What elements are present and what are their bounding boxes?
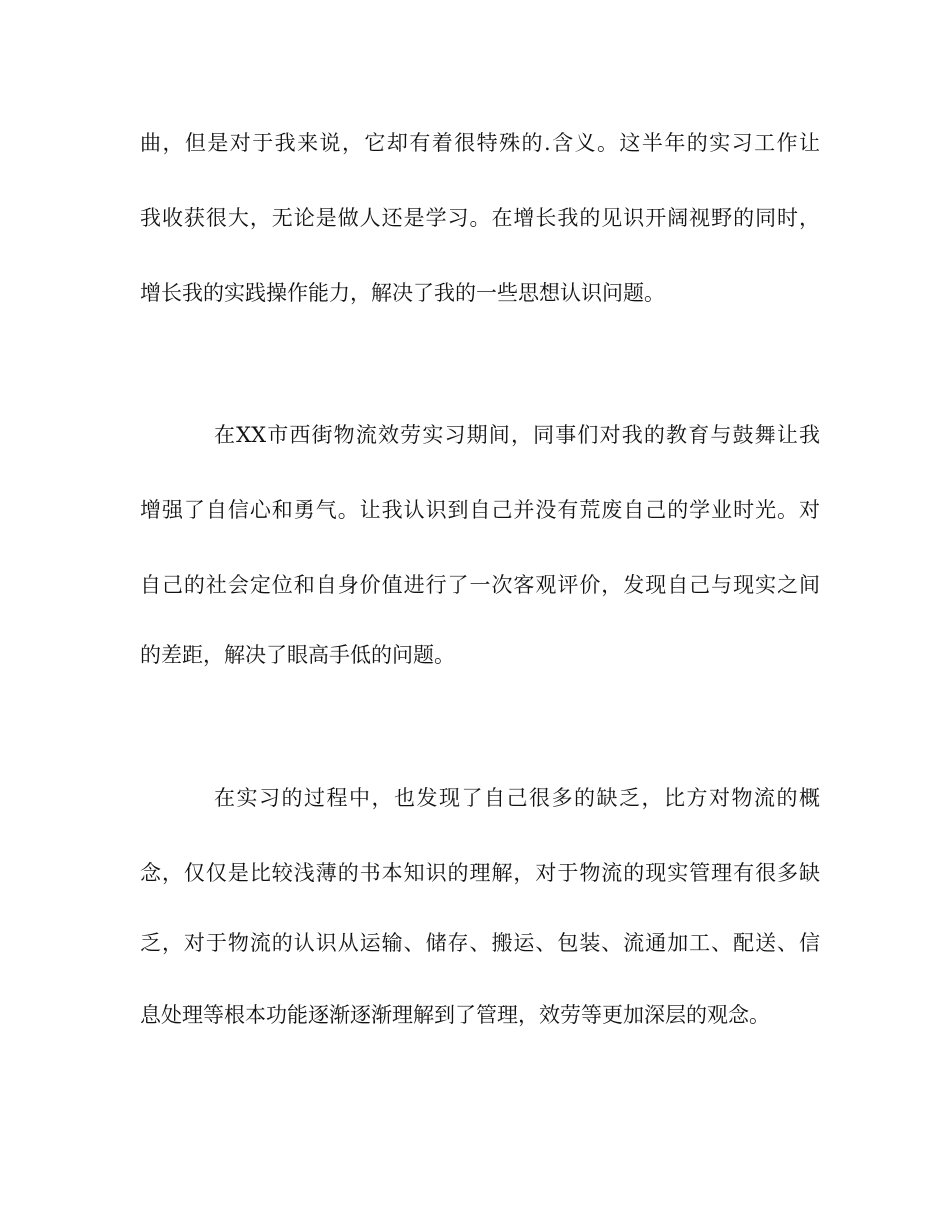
paragraph-3-line-4: 息处理等根本功能逐渐逐渐理解到了管理，效劳等更加深层的观念。 [140,1003,770,1027]
paragraph-2-line-2: 增强了自信心和勇气。让我认识到自己并没有荒废自己的学业时光。对 [140,498,820,522]
paragraph-1-line-2: 我收获很大，无论是做人还是学习。在增长我的见识开阔视野的同时， [140,206,820,230]
paragraph-2-line-1: 在XX市西街物流效劳实习期间，同事们对我的教育与鼓舞让我 [214,423,820,447]
paragraph-1-line-1: 曲，但是对于我来说，它却有着很特殊的.含义。这半年的实习工作让 [140,131,820,155]
paragraph-3-line-2: 念，仅仅是比较浅薄的书本知识的理解，对于物流的现实管理有很多缺 [140,861,820,885]
paragraph-1-line-3: 增长我的实践操作能力，解决了我的一些思想认识问题。 [140,281,665,305]
paragraph-2-line-3: 自己的社会定位和自身价值进行了一次客观评价，发现自己与现实之间 [140,573,820,597]
paragraph-3-line-1: 在实习的过程中，也发现了自己很多的缺乏，比方对物流的概 [214,786,820,810]
paragraph-3-line-3: 乏，对于物流的认识从运输、储存、搬运、包装、流通加工、配送、信 [140,931,820,955]
paragraph-2-line-4: 的差距，解决了眼高手低的问题。 [140,643,455,667]
